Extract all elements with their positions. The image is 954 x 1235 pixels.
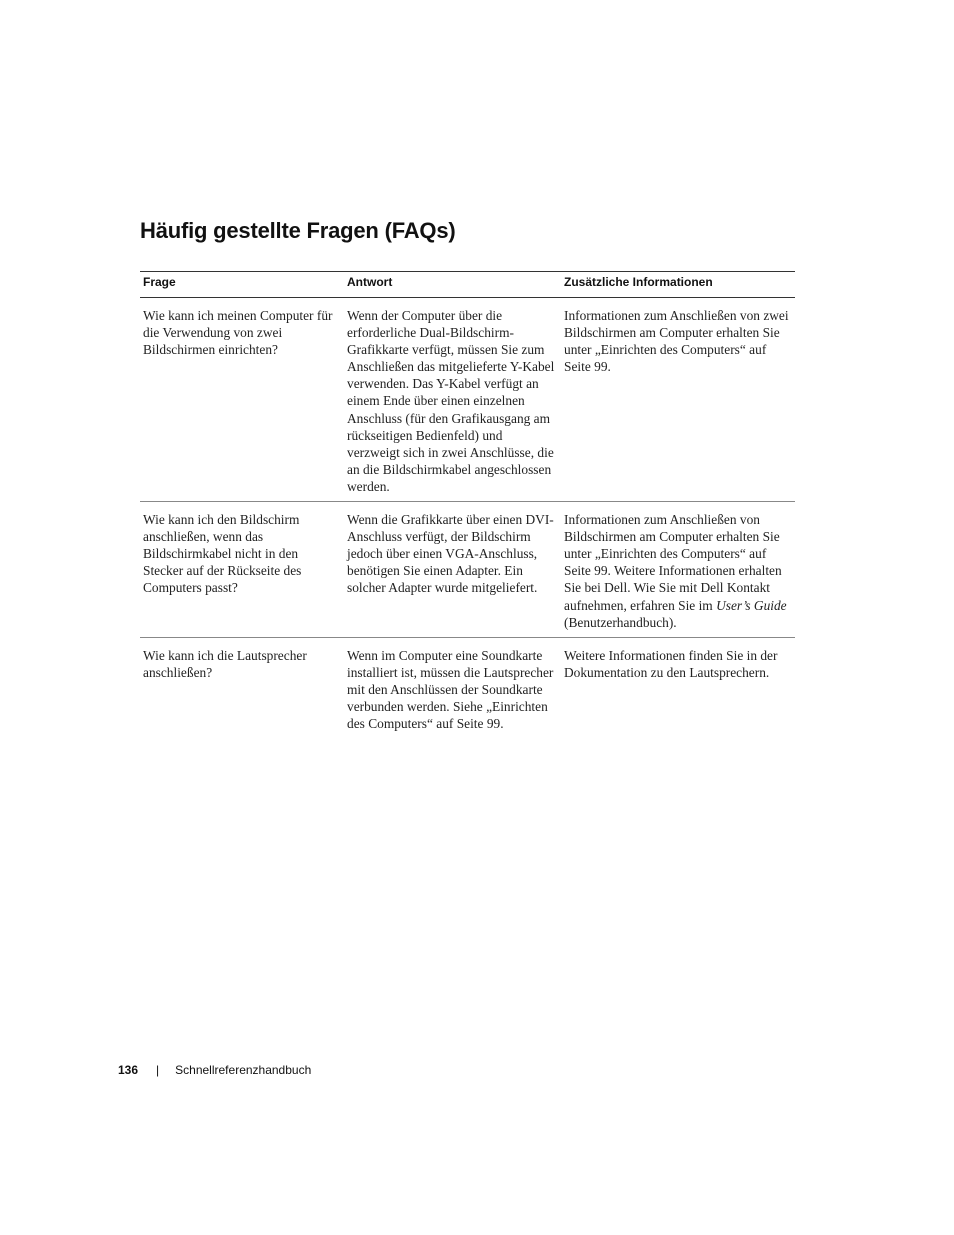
table-row (140, 306, 795, 502)
info-cell: Informationen zum Anschließen von zwei Bildschirmen am Computer erhalten Sie unter „Einrichten des Computers“ auf Seite 99. (561, 306, 795, 502)
page-title: Häufig gestellte Fragen (FAQs) (140, 218, 456, 243)
info-text-end: (Benutzerhandbuch). (564, 614, 677, 630)
table-header-row (140, 272, 795, 298)
table-row (140, 510, 795, 637)
question-cell: Wie kann ich die Lautsprecher anschließen? (143, 647, 307, 680)
table-row (140, 646, 795, 738)
footer-separator: | (156, 1063, 160, 1077)
column-header-answer: Antwort (344, 272, 561, 298)
column-header-info: Zusätzliche Informationen (561, 272, 795, 298)
answer-cell: Wenn die Grafikkarte über einen DVI-Anschluss verfügt, der Bildschirm jedoch über einen VGA-Anschluss, benötigen Sie einen Adapter. Ein solcher Adapter wurde mitgeliefert. (344, 510, 561, 637)
page-footer (118, 1062, 311, 1078)
answer-cell: Wenn im Computer eine Soundkarte installiert ist, müssen die Lautsprecher mit den Anschlüssen der Soundkarte verbunden werden. Siehe „Einrichten des Computers“ auf Seite 99. (347, 647, 554, 732)
info-cell (561, 510, 795, 637)
question-cell: Wie kann ich den Bildschirm anschließen, wenn das Bildschirmkabel nicht in den Stecker auf der Rückseite des Computers passt? (140, 510, 344, 637)
page-number: 136 (118, 1063, 139, 1077)
faq-table (140, 271, 795, 738)
book-title: Schnellreferenzhandbuch (175, 1063, 312, 1077)
users-guide-title: User’s Guide (716, 597, 787, 613)
question-cell: Wie kann ich meinen Computer für die Verwendung von zwei Bildschirmen einrichten? (140, 306, 344, 502)
info-text: Informationen zum Anschließen von Bildschirmen am Computer erhalten Sie unter „Einrichten des Computers“ auf Seite 99. Weitere Informationen erhalten Sie bei Dell. Wie Sie mit Dell Kontakt aufnehmen, erfahren Sie im (564, 512, 782, 613)
column-header-question: Frage (140, 272, 344, 298)
answer-cell: Wenn der Computer über die erforderliche Dual-Bildschirm-Grafikkarte verfügt, müssen Sie zum Anschließen das mitgelieferte Y-Kabel verwenden. Das Y-Kabel verfügt an einem Ende über einen einzelnen Anschluss (für den Grafikausgang am rückseitigen Bedienfeld) und verzweigt sich in zwei Anschlüsse, die an die Bildschirmkabel angeschlossen werden. (344, 306, 561, 502)
info-cell: Weitere Informationen finden Sie in der Dokumentation zu den Lautsprechern. (564, 647, 778, 680)
